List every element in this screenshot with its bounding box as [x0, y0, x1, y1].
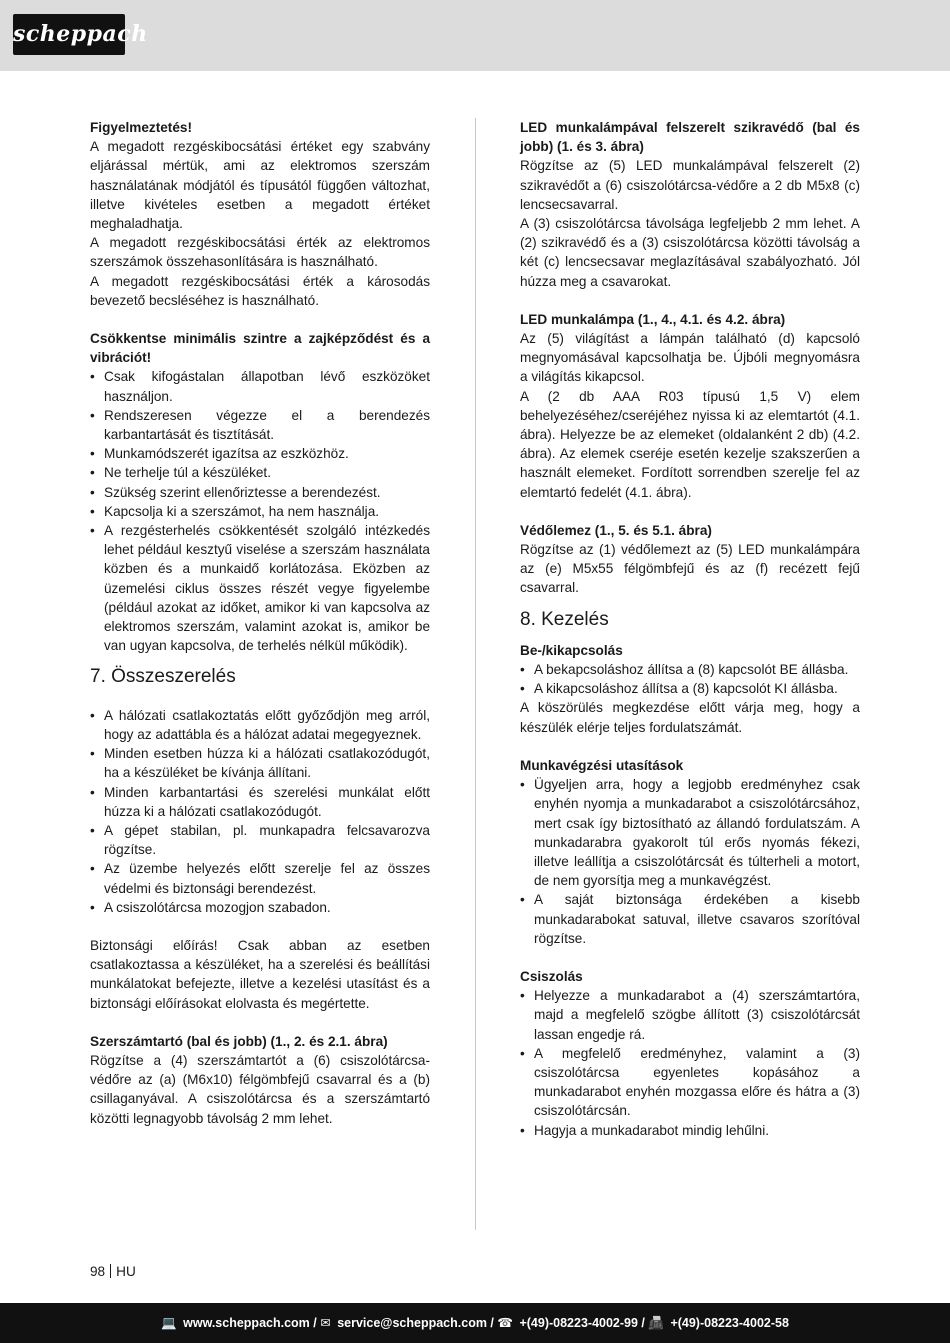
page-number [90, 1264, 136, 1279]
footer-phone: +(49)-08223-4002-99 / [519, 1316, 645, 1330]
list-item: • Csak kifogástalan állapotban lévő eszközöket használjon. [90, 367, 430, 405]
section-7-title: 7. Összeszerelés [90, 666, 236, 688]
list-item: • A megfelelő eredményhez, valamint a (3) csiszolótárcsa egyenletes kopásához a munkadarabot enyhén mozgassa előre és hátra a (3) csiszolótárcsán. [520, 1044, 860, 1121]
list-item: • Minden esetben húzza ki a hálózati csatlakozódugót, ha a készüléket be kívánja állítani. [90, 744, 430, 782]
list-item: • A kikapcsoláshoz állítsa a (8) kapcsolót KI állásba. [520, 679, 860, 698]
warning-paragraph: A megadott rezgéskibocsátási érték az elektromos szerszámok összehasonlítására is használható. [90, 235, 430, 270]
section-8-title: 8. Kezelés [520, 608, 609, 630]
list-item: • Az üzembe helyezés előtt szerelje fel az összes védelmi és biztonsági berendezést. [90, 859, 430, 897]
footer-website: www.scheppach.com / [183, 1316, 317, 1330]
grinding-list [520, 986, 860, 1140]
warning-paragraph: A megadott rezgéskibocsátási érték a károsodás bevezető becsléséhez is használható. [90, 273, 430, 308]
safety-paragraph: Biztonsági előírás! Csak abban az esetben csatlakoztassa a készüléket, ha a szerelési és beállítási munkálatokat befejezte, illetve a kezelési utasítást és a biztonsági előírásokat elolvasta és megértette. [90, 937, 430, 1011]
mail-icon: ✉ [320, 1316, 331, 1330]
work-instructions-title: Munkavégzési utasítások [520, 757, 684, 773]
list-item: • A bekapcsoláshoz állítsa a (8) kapcsolót BE állásba. [520, 660, 860, 679]
list-item: • Hagyja a munkadarabot mindig lehűlni. [520, 1121, 860, 1140]
protection-plate-paragraph: Rögzítse az (1) védőlemezt az (5) LED munkalámpára az (e) M5x55 félgömbfejű és az (f) recézett fejű csavarral. [520, 542, 860, 596]
page-header [0, 0, 950, 71]
list-item: • A saját biztonsága érdekében a kisebb munkadarabokat satuval, illetve csavaros szorítóval rögzítse. [520, 890, 860, 948]
on-off-paragraph: A köszörülés megkezdése előtt várja meg, hogy a készülék elérje teljes fordulatszámát. [520, 700, 860, 735]
page-footer [0, 1303, 950, 1343]
phone-icon: ☎ [497, 1316, 513, 1330]
spark-guard-title: LED munkalámpával felszerelt szikravédő (bal és jobb) (1. és 3. ábra) [520, 120, 860, 155]
computer-icon: 💻 [161, 1316, 177, 1330]
footer-email: service@scheppach.com / [337, 1316, 494, 1330]
list-item: • Minden karbantartási és szerelési munkálat előtt húzza ki a hálózati csatlakozódugót. [90, 783, 430, 821]
list-item: • Helyezze a munkadarabot a (4) szerszámtartóra, majd a megfelelő szögbe állított (3) csiszolótárcsát lassan engedje rá. [520, 986, 860, 1044]
footer-fax: +(49)-08223-4002-58 [670, 1316, 789, 1330]
on-off-title: Be-/kikapcsolás [520, 642, 623, 658]
reduce-title: Csökkentse minimális szintre a zajképződést és a vibrációt! [90, 331, 430, 366]
list-item: • Ügyeljen arra, hogy a legjobb eredményhez csak enyhén nyomja a munkadarabot a csiszolótárcsához, mert csak így biztosítható az állandó fordulatszám. A munkadarabra gyakorolt túl erős nyomás fékezi, illetve leállítja a csiszolótárcsát és túlterheli a motort, de nem gyorsítja meg a munkavégzést. [520, 775, 860, 890]
assembly-list [90, 706, 430, 917]
list-item: • Szükség szerint ellenőriztesse a berendezést. [90, 483, 430, 502]
spark-guard-paragraph: A (3) csiszolótárcsa távolsága legfeljebb 2 mm lehet. A (2) szikravédő és a (3) csiszolótárcsa közötti távolság a két (c) lencsecsavar meglazításával szabályozható. Jól húzza meg a csavarokat. [520, 216, 860, 289]
on-off-list [520, 660, 860, 698]
page-number-value: 98 [90, 1264, 106, 1279]
column-divider [475, 118, 476, 1230]
warning-title: Figyelmeztetés! [90, 120, 192, 135]
right-column [520, 118, 860, 1140]
work-instructions-list [520, 775, 860, 948]
list-item: • A csiszolótárcsa mozogjon szabadon. [90, 898, 430, 917]
tool-holder-paragraph: Rögzítse a (4) szerszámtartót a (6) csiszolótárcsa-védőre az (a) (M6x10) félgömbfejű csavarral és a (b) csillaganyával. A csiszolótárcsa és a szerszámtartó közötti legnagyobb távolság 2 mm lehet. [90, 1052, 430, 1126]
grinding-title: Csiszolás [520, 968, 583, 984]
scheppach-logo: scheppach [13, 14, 125, 55]
page-language: HU [116, 1264, 136, 1279]
page-number-separator [110, 1264, 111, 1278]
left-column [90, 118, 430, 1128]
led-lamp-paragraph: A (2 db AAA R03 típusú 1,5 V) elem behelyezéséhez/cseréjéhez nyissa ki az elemtartót (4.1. ábra). Helyezze be az elemeket (oldalanként 2 db) (4.2. ábra). Az elemek cseréje esetén kezelje szakszerűen a használt elemeket. Fordított sorrendben szerelje fel az elemtartó fedelét (4.1. ábra). [520, 388, 860, 500]
fax-icon: 📠 [648, 1316, 664, 1330]
led-lamp-paragraph: Az (5) világítást a lámpán található (d) kapcsoló megnyomásával kapcsolhatja be. Újbóli megnyomásra a világítás kikapcsol. [520, 331, 860, 385]
list-item: • Rendszeresen végezze el a berendezés karbantartását és tisztítását. [90, 406, 430, 444]
led-lamp-title: LED munkalámpa (1., 4., 4.1. és 4.2. ábra) [520, 311, 786, 327]
warning-paragraph: A megadott rezgéskibocsátási értéket egy szabvány eljárással mértük, ami az elektromos szerszám használatának módjától és típusától függően változhat, illetve kivételes esetben a megadott értéket meghaladhatja. [90, 139, 430, 232]
list-item: • Ne terhelje túl a készüléket. [90, 463, 430, 482]
list-item: • Kapcsolja ki a szerszámot, ha nem használja. [90, 502, 430, 521]
list-item: • A rezgésterhelés csökkentését szolgáló intézkedés lehet például kesztyű viselése a szerszám használata közben és a munkaidő korlátozása. Eközben az üzemelési ciklus összes részét vegye figyelembe (például azokat az időket, amikor ki van kapcsolva az elektromos szerszám, valamint azokat is, amikor be van ugyan kapcsolva, de terhelés nélkül működik). [90, 521, 430, 655]
tool-holder-title: Szerszámtartó (bal és jobb) (1., 2. és 2.1. ábra) [90, 1033, 388, 1049]
list-item: • A hálózati csatlakoztatás előtt győződjön meg arról, hogy az adattábla és a hálózat adatai megegyeznek. [90, 706, 430, 744]
protection-plate-title: Védőlemez (1., 5. és 5.1. ábra) [520, 522, 712, 538]
list-item: • A gépet stabilan, pl. munkapadra felcsavarozva rögzítse. [90, 821, 430, 859]
list-item: • Munkamódszerét igazítsa az eszközhöz. [90, 444, 430, 463]
reduce-list [90, 367, 430, 655]
spark-guard-paragraph: Rögzítse az (5) LED munkalámpával felszerelt (2) szikravédőt a (6) csiszolótárcsa-védőre a 2 db M5x8 (c) lencsecsavarral. [520, 158, 860, 212]
